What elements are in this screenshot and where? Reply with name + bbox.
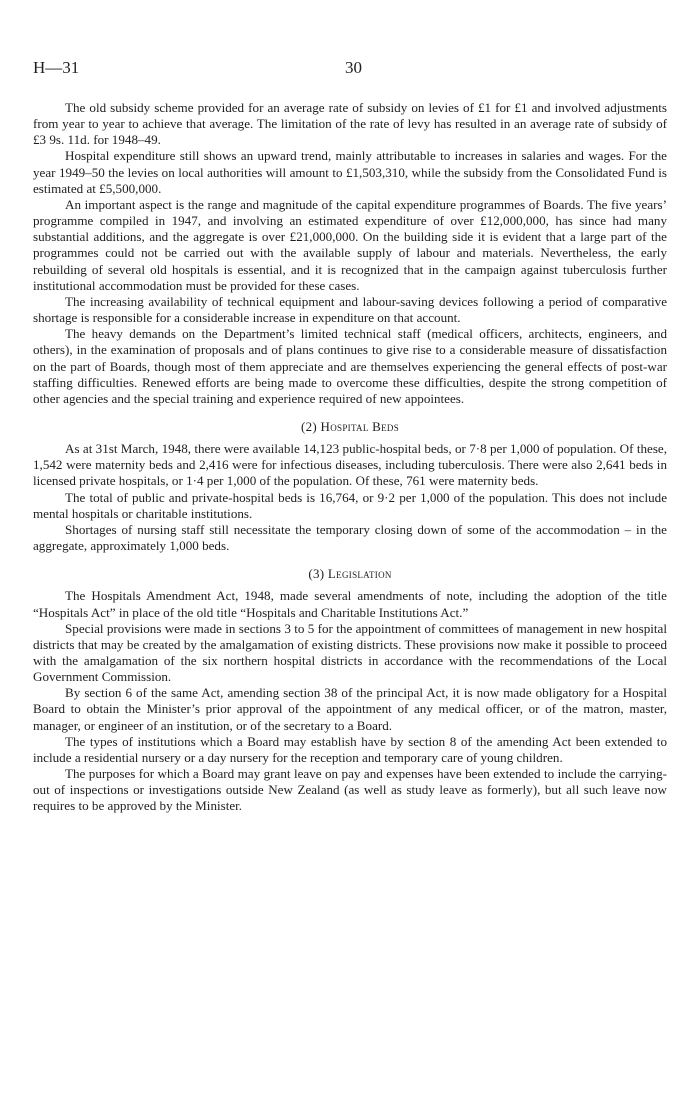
paragraph-technical-equipment: The increasing availability of technical equipment and labour-saving devices following a period of comparative shortage is responsible for a considerable increase in expenditure on that account.: [33, 293, 667, 326]
paragraph-technical-staff: The heavy demands on the Department’s limited technical staff (medical officers, architects, engineers, and others), in the examination of proposals and of plans continues to give rise to a considerable measure of dissatisfaction on the part of Boards, though most of them appreciate and are themselves experiencing the general effects of post-war staffing difficulties. Renewed efforts are being made to overcome these difficulties, despite the strong competition of other agencies and the special training and experience required of new appointees.: [33, 326, 667, 406]
paragraph-leave-purposes: The purposes for which a Board may grant leave on pay and expenses have been extended to include the carrying-out of inspections or investigations outside New Zealand (as well as study leave as formerly), but all such leave now requires to be approved by the Minister.: [33, 766, 667, 814]
section-heading-hospital-beds: (2) Hospital Beds: [300, 418, 400, 434]
paragraph-appointments: By section 6 of the same Act, amending section 38 of the principal Act, it is now made obligatory for a Hospital Board to obtain the Minister’s prior approval of the appointment of any medical officer, or of the matron, master, manager, or engineer of an institution, or of the secretary to a Board.: [33, 685, 667, 733]
paragraph-amendment-act: The Hospitals Amendment Act, 1948, made several amendments of note, including the adoption of the title “Hospitals Act” in place of the old title “Hospitals and Charitable Institutions Act.”: [33, 588, 667, 620]
page-number: 30: [345, 58, 362, 77]
paragraph-nursing-shortages: Shortages of nursing staff still necessitate the temporary closing down of some of the accommodation – in the aggregate, approximately 1,000 beds.: [33, 521, 667, 554]
section-heading-legislation: (3) Legislation: [308, 566, 392, 582]
document-reference: H—31: [33, 58, 80, 77]
paragraph-capital-expenditure: An important aspect is the range and magnitude of the capital expenditure programmes of Boards. The five years’ programme compiled in 1947, and involving an estimated expenditure of over £12,000,000, has since had many substantial additions, and the aggregate is over £21,000,000. On the building side it is evident that a large part of the programmes could not be carried out with the available supply of labour and materials. Nevertheless, the early rebuilding of several old hospitals is essential, and it is recognized that in the campaign against tuberculosis further institutional accommodation must be provided for these cases.: [33, 196, 667, 293]
paragraph-committees: Special provisions were made in sections 3 to 5 for the appointment of committees of management in new hospital districts that may be created by the amalgamation of existing districts. These provisions now make it possible to proceed with the amalgamation of the six northern hospital districts in accordance with the recommendations of the Local Government Commission.: [33, 620, 667, 685]
paragraph-hospital-expenditure: Hospital expenditure still shows an upward trend, mainly attributable to increases in salaries and wages. For the year 1949–50 the levies on local authorities will amount to £1,503,310, while the subsidy from the Consolidated Fund is estimated at £5,500,000.: [33, 148, 667, 196]
page-body: [33, 100, 667, 815]
paragraph-total-beds: The total of public and private-hospital beds is 16,764, or 9·2 per 1,000 of the population. This does not include mental hospitals or charitable institutions.: [33, 489, 667, 521]
paragraph-subsidy-scheme: The old subsidy scheme provided for an average rate of subsidy on levies of £1 for £1 and involved adjustments from year to year to achieve that average. The limitation of the rate of levy has resulted in an average rate of subsidy of £3 9s. 11d. for 1948–49.: [33, 100, 667, 148]
paragraph-available-beds: As at 31st March, 1948, there were available 14,123 public-hospital beds, or 7·8 per 1,000 of population. Of these, 1,542 were maternity beds and 2,416 were for infectious diseases, including tuberculosis. There were also 2,641 beds in licensed private hospitals, or 1·4 per 1,000 of the population. Of these, 761 were maternity beds.: [33, 441, 667, 489]
running-header: [33, 58, 667, 80]
paragraph-institution-types: The types of institutions which a Board may establish have by section 8 of the amending Act been extended to include a residential nursery or a day nursery for the reception and temporary care of young children.: [33, 733, 667, 765]
